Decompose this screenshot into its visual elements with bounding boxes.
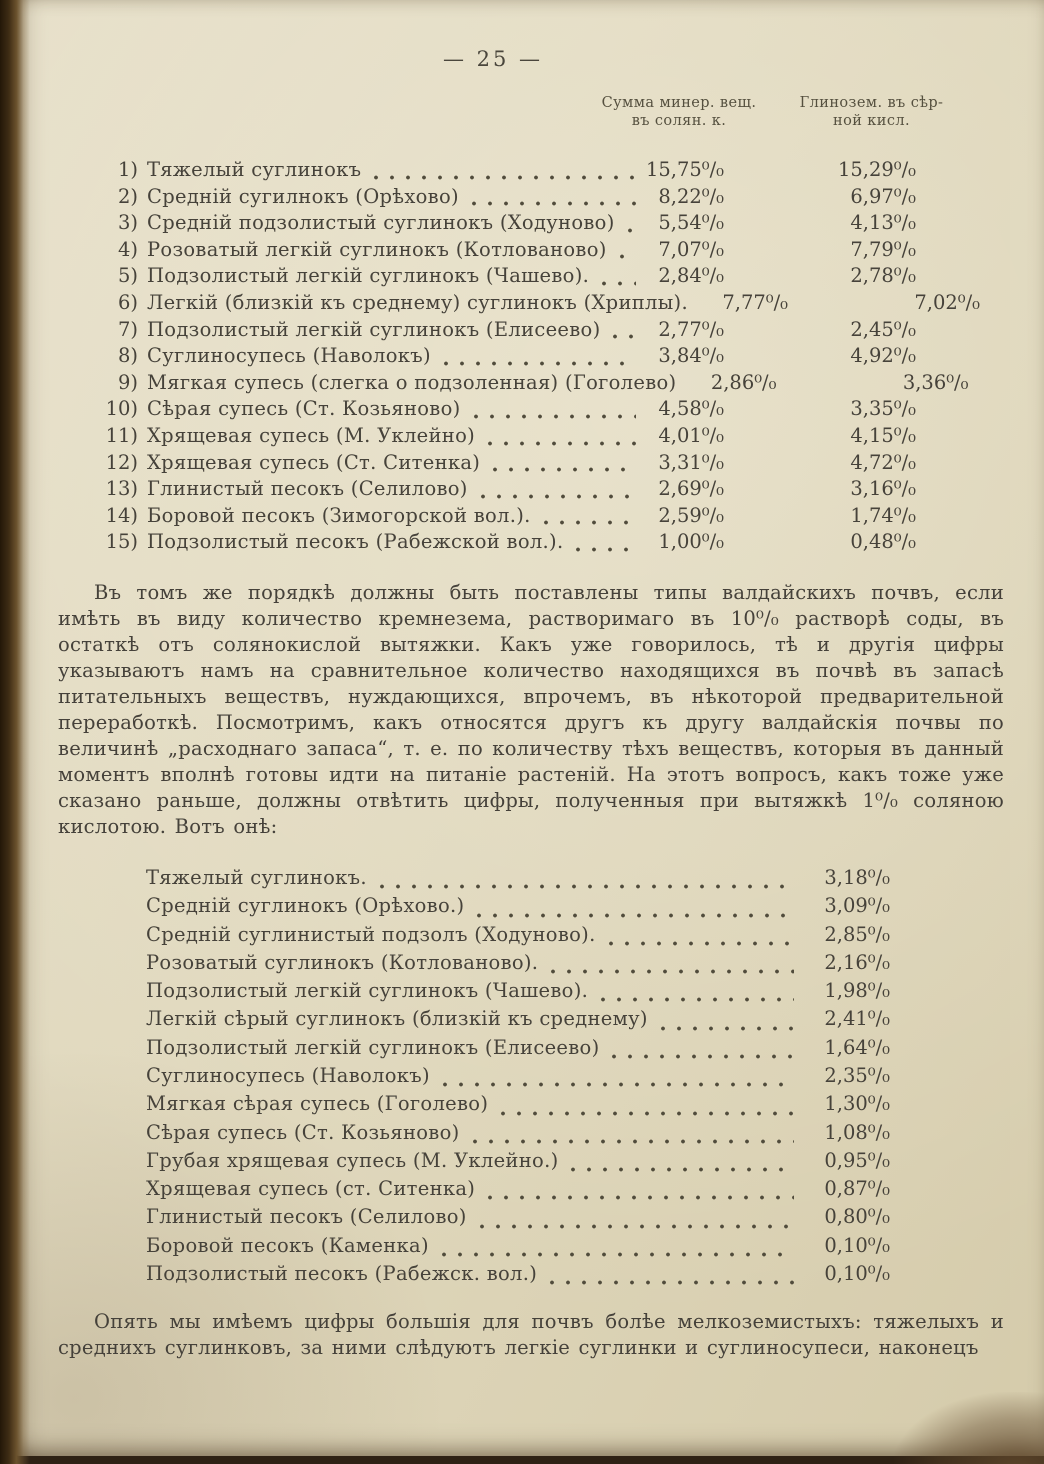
value-alumina: 4,92⁰/₀: [850, 344, 916, 368]
value-percent: 2,16⁰/₀: [824, 950, 890, 974]
row-number: 6): [117, 290, 138, 314]
value-mineral-sum: 7,07⁰/₀: [658, 237, 724, 261]
dot-leader: [570, 1166, 794, 1173]
list-row: [146, 1177, 890, 1205]
row-number: 2): [117, 184, 138, 208]
row-number: 14): [105, 503, 138, 527]
value-alumina: 0,48⁰/₀: [850, 530, 916, 554]
dot-leader: [612, 333, 636, 340]
column-header-line: ной кисл.: [833, 113, 910, 129]
soil-type-label: Подзолистый легкій суглинокъ (Чашево).: [147, 264, 590, 288]
dot-leader: [543, 519, 636, 526]
list-row: [146, 1007, 890, 1035]
dot-leader: [611, 1053, 794, 1060]
soil-type-label: Подзолистый легкій суглинокъ (Елисеево): [147, 317, 601, 341]
soil-table-acid-extract: [96, 158, 980, 557]
dot-leader: [492, 466, 636, 473]
value-mineral-sum: 7,77⁰/₀: [722, 290, 788, 314]
value-percent: 1,98⁰/₀: [824, 979, 890, 1003]
dot-leader: [476, 912, 794, 919]
body-paragraph: Опять мы имѣемъ цифры большія для почвъ болѣе мелкоземистыхъ: тяжелыхъ и среднихъ суглинковъ, за ними слѣдуютъ легкіе суглинки и суглиносупеси, наконецъ: [58, 1310, 1004, 1360]
row-number: 11): [105, 423, 138, 447]
value-mineral-sum: 15,75⁰/₀: [645, 158, 724, 181]
soil-type-label: Подзолистый легкій суглинокъ (Чашево).: [146, 979, 589, 1003]
page-number: — 25 —: [442, 47, 544, 71]
value-mineral-sum: 2,69⁰/₀: [658, 477, 724, 501]
body-paragraph: Въ томъ же порядкѣ должны быть поставлены типы валдайскихъ почвъ, если имѣть въ виду количество кремнезема, растворимаго въ 10⁰/₀ растворѣ соды, въ остаткѣ отъ солянокислой вытяжки. Какъ уже говорилось, тѣ и другія цифры указываютъ намъ на сравнительное количество находящихся въ почвѣ въ запасѣ питательныхъ веществъ, нуждающихся, впрочемъ, въ нѣкоторой предварительной переработкѣ. Посмотримъ, какъ относятся другъ къ другу валдайскія почвы по величинѣ „расходнаго запаса“, т. е. по количеству тѣхъ веществъ, которыя въ данный моментъ вполнѣ готовы идти на питаніе растеній. На этотъ вопросъ, какъ тоже уже сказано раньше, должны отвѣтить цифры, полученныя при вытяжкѣ 1⁰/₀ соляною кислотою. Вотъ онѣ:: [58, 580, 1004, 838]
soil-type-label: Подзолистый песокъ (Рабежской вол.).: [147, 530, 564, 554]
dot-leader: [549, 1279, 794, 1286]
soil-type-label: Средній суглинистый подзолъ (Ходуново).: [146, 922, 596, 946]
soil-type-label: Средній подзолистый суглинокъ (Ходуново): [147, 211, 615, 235]
column-header-alumina: [784, 94, 959, 130]
dot-leader: [601, 280, 636, 287]
dot-leader: [550, 968, 794, 975]
list-row: [146, 866, 890, 894]
table-row: [96, 318, 916, 345]
value-percent: 1,30⁰/₀: [824, 1092, 890, 1116]
list-row: [146, 1092, 890, 1120]
soil-type-label: Розоватый легкій суглинокъ (Котлованово): [147, 237, 607, 261]
soil-type-label: Грубая хрящевая супесь (М. Уклейно.): [146, 1148, 559, 1172]
soil-type-label: Боровой песокъ (Каменка): [146, 1233, 429, 1257]
list-row: [146, 1262, 890, 1290]
dot-leader: [600, 996, 794, 1003]
dot-leader: [487, 1194, 794, 1201]
soil-type-label: Средній суглинокъ (Орѣхово.): [146, 894, 465, 918]
value-percent: 0,80⁰/₀: [824, 1205, 890, 1229]
table-row: [96, 397, 916, 424]
dot-leader: [441, 1251, 794, 1258]
value-percent: 3,18⁰/₀: [824, 865, 890, 889]
corner-shadow: [894, 1392, 1044, 1464]
value-percent: 1,08⁰/₀: [824, 1120, 890, 1144]
row-number: 3): [117, 211, 138, 235]
value-mineral-sum: 3,84⁰/₀: [658, 344, 724, 368]
soil-type-label: Хрящевая супесь (Ст. Ситенка): [147, 450, 481, 474]
row-number: 5): [117, 264, 138, 288]
table-row: [96, 158, 916, 185]
value-percent: 2,41⁰/₀: [824, 1007, 890, 1031]
value-percent: 2,35⁰/₀: [824, 1063, 890, 1087]
table-row: [96, 370, 969, 398]
soil-type-label: Глинистый песокъ (Селилово): [146, 1205, 467, 1229]
soil-type-label: Тяжелый суглинокъ.: [146, 865, 367, 889]
value-alumina: 2,45⁰/₀: [850, 317, 916, 341]
table-row: [96, 290, 980, 318]
dot-leader: [379, 883, 794, 890]
list-row: [146, 1036, 890, 1064]
value-alumina: 3,36⁰/₀: [902, 370, 969, 394]
value-alumina: 7,79⁰/₀: [850, 237, 916, 261]
soil-type-label: Сѣрая супесь (Ст. Козьяново): [146, 1120, 460, 1144]
row-number: 13): [105, 477, 138, 501]
soil-type-label: Тяжелый суглинокъ: [147, 158, 362, 181]
value-mineral-sum: 4,58⁰/₀: [658, 397, 724, 421]
soil-type-label: Сѣрая супесь (Ст. Козьяново): [147, 397, 461, 421]
value-alumina: 4,13⁰/₀: [850, 211, 916, 235]
value-alumina: 3,35⁰/₀: [850, 397, 916, 421]
table-row: [96, 504, 916, 531]
value-alumina: 6,97⁰/₀: [850, 184, 916, 208]
list-row: [146, 1205, 890, 1233]
list-row: [146, 1149, 890, 1177]
dot-leader: [373, 174, 636, 181]
value-mineral-sum: 2,77⁰/₀: [658, 317, 724, 341]
table-row: [96, 530, 916, 557]
table-row: [96, 424, 916, 451]
soil-type-label: Средній сугилнокъ (Орѣхово): [147, 184, 459, 208]
soil-type-label: Глинистый песокъ (Селилово): [147, 477, 468, 501]
soil-type-label: Розоватый суглинокъ (Котлованово).: [146, 950, 539, 974]
soil-list-1pct-extract: [146, 866, 890, 1290]
soil-type-label: Суглиносупесь (Наволокъ): [147, 344, 431, 368]
soil-type-label: Подзолистый песокъ (Рабежск. вол.): [146, 1262, 538, 1286]
value-mineral-sum: 4,01⁰/₀: [658, 423, 724, 447]
value-mineral-sum: 2,59⁰/₀: [658, 503, 724, 527]
list-row: [146, 923, 890, 951]
value-percent: 0,95⁰/₀: [824, 1148, 890, 1172]
dot-leader: [500, 1110, 794, 1117]
dot-leader: [443, 360, 636, 367]
column-header-line: Глинозем. въ сѣр-: [799, 95, 944, 111]
value-mineral-sum: 1,00⁰/₀: [658, 530, 724, 554]
soil-type-label: Подзолистый легкій суглинокъ (Елисеево): [146, 1035, 600, 1059]
list-row: [146, 894, 890, 922]
value-percent: 0,87⁰/₀: [824, 1177, 890, 1201]
value-percent: 1,64⁰/₀: [824, 1035, 890, 1059]
row-number: 15): [105, 530, 138, 554]
dot-leader: [479, 1223, 794, 1230]
dot-leader: [619, 253, 636, 260]
value-alumina: 15,29⁰/₀: [837, 158, 916, 181]
row-number: 10): [105, 397, 138, 421]
table-row: [96, 451, 916, 478]
value-percent: 3,09⁰/₀: [824, 894, 890, 918]
value-mineral-sum: 2,86⁰/₀: [710, 370, 777, 394]
table-row: [96, 185, 916, 212]
value-mineral-sum: 5,54⁰/₀: [658, 211, 724, 235]
book-page-scan: [12, 0, 1044, 1456]
table-row: [96, 477, 916, 504]
soil-type-label: Легкій (близкій къ среднему) суглинокъ (Хриплы).: [147, 290, 688, 314]
list-row: [146, 1121, 890, 1149]
dot-leader: [473, 413, 636, 420]
list-row: [146, 1064, 890, 1092]
soil-type-label: Хрящевая супесь (ст. Ситенка): [146, 1177, 476, 1201]
table-row: [96, 238, 916, 265]
table-row: [96, 344, 916, 371]
row-number: 8): [117, 344, 138, 368]
book-binding-edge: [0, 0, 30, 1464]
value-alumina: 4,15⁰/₀: [850, 423, 916, 447]
dot-leader: [627, 227, 636, 234]
row-number: 7): [117, 317, 138, 341]
value-percent: 2,85⁰/₀: [824, 922, 890, 946]
value-alumina: 2,78⁰/₀: [850, 264, 916, 288]
table-row: [96, 264, 916, 291]
soil-type-label: Хрящевая супесь (М. Уклейно): [147, 423, 476, 447]
dot-leader: [442, 1081, 794, 1088]
value-alumina: 4,72⁰/₀: [850, 450, 916, 474]
row-number: 9): [117, 370, 138, 394]
dot-leader: [608, 940, 794, 947]
value-alumina: 3,16⁰/₀: [850, 477, 916, 501]
value-mineral-sum: 3,31⁰/₀: [658, 450, 724, 474]
value-alumina: 1,74⁰/₀: [850, 503, 916, 527]
list-row: [146, 951, 890, 979]
dot-leader: [480, 493, 636, 500]
dot-leader: [660, 1025, 794, 1032]
list-row: [146, 979, 890, 1007]
dot-leader: [575, 546, 636, 553]
row-number: 12): [105, 450, 138, 474]
value-alumina: 7,02⁰/₀: [914, 290, 980, 314]
dot-leader: [487, 440, 636, 447]
column-header-line: въ солян. к.: [631, 113, 727, 129]
dot-leader: [472, 1138, 794, 1145]
table-row: [96, 211, 916, 238]
value-percent: 0,10⁰/₀: [824, 1262, 890, 1286]
dot-leader: [471, 200, 636, 207]
row-number: 1): [117, 158, 138, 181]
soil-type-label: Суглиносупесь (Наволокъ): [146, 1063, 430, 1087]
value-mineral-sum: 8,22⁰/₀: [658, 184, 724, 208]
soil-type-label: Легкій сѣрый суглинокъ (близкій къ среднему): [146, 1007, 648, 1031]
row-number: 4): [117, 237, 138, 261]
value-mineral-sum: 2,84⁰/₀: [658, 264, 724, 288]
soil-type-label: Мягкая супесь (слегка о подзоленная) (Гоголево): [147, 370, 677, 394]
column-header-line: Сумма минер. вещ.: [601, 95, 757, 111]
list-row: [146, 1234, 890, 1262]
soil-type-label: Боровой песокъ (Зимогорской вол.).: [147, 503, 531, 527]
soil-type-label: Мягкая сѣрая супесь (Гоголево): [146, 1092, 489, 1116]
column-header-mineral-sum: [574, 94, 784, 130]
value-percent: 0,10⁰/₀: [824, 1233, 890, 1257]
